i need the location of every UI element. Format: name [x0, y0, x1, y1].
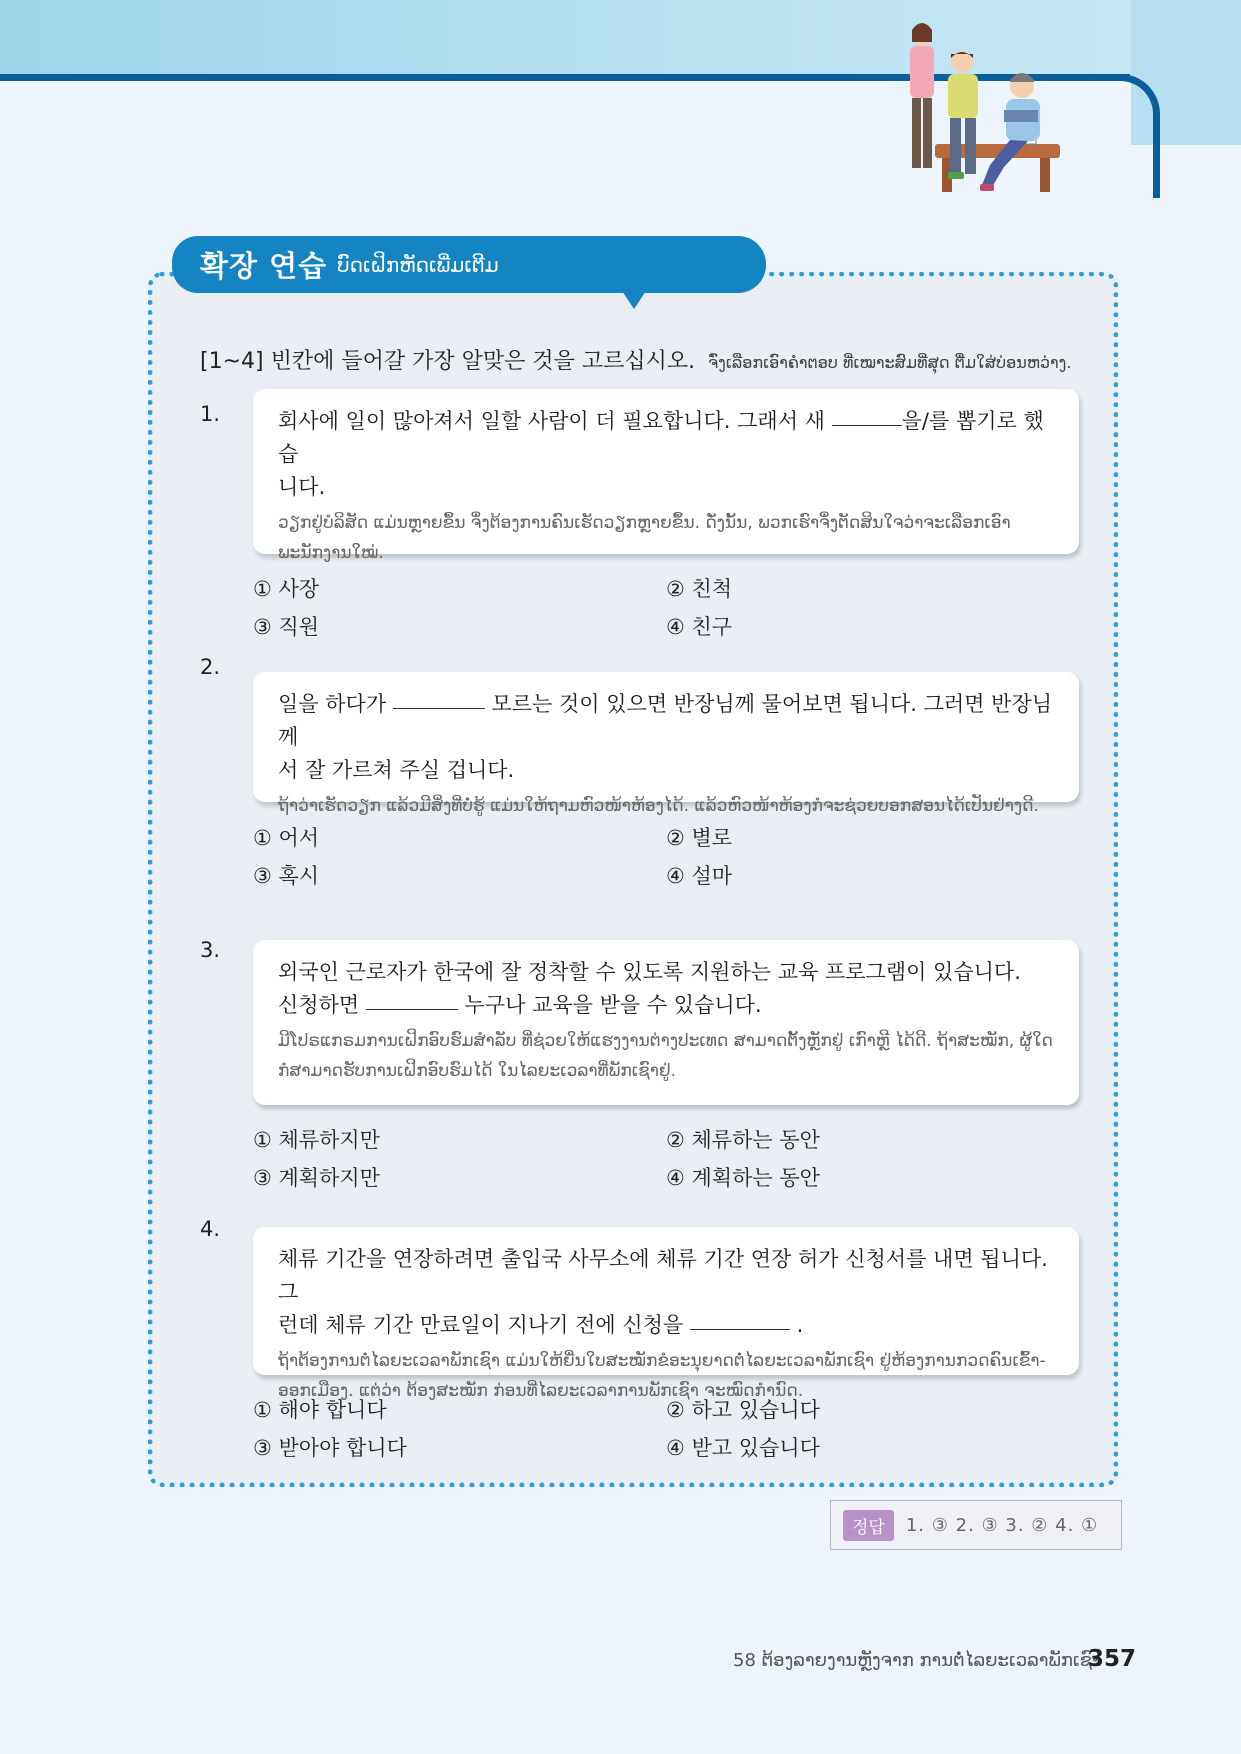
instruction-korean: [1~4] 빈칸에 들어갈 가장 알맞은 것을 고르십시오.: [200, 349, 696, 374]
question-4-text-c: .: [796, 1313, 804, 1337]
instruction-lao: ຈົ່ງເລືອກເອົາຄຳຕອບ ທີ່ເໝາະສົມທີ່ສຸດ ຕື່ມໃສ່ບ່ອນຫວ່າງ.: [708, 353, 1072, 372]
question-4-option-3[interactable]: ③ 받아야 합니다: [253, 1436, 407, 1460]
question-2-option-4[interactable]: ④ 설마: [666, 864, 733, 888]
question-3-number: 3.: [200, 938, 221, 962]
question-4-option-1[interactable]: ① 해야 합니다: [253, 1398, 387, 1422]
question-2-text-c: 서 잘 가르쳐 주실 겁니다.: [278, 758, 515, 782]
question-3-text-a: 외국인 근로자가 한국에 잘 정착할 수 있도록 지원하는 교육 프로그램이 있습니다.: [278, 960, 1021, 984]
question-3-option-2[interactable]: ② 체류하는 동안: [666, 1128, 820, 1152]
question-2-text-a: 일을 하다가: [278, 692, 387, 716]
question-2-option-1[interactable]: ① 어서: [253, 826, 320, 850]
question-3-korean: [278, 956, 1053, 1022]
instruction: [200, 344, 1071, 375]
question-4-korean: [278, 1243, 1053, 1342]
tab-pointer: [622, 291, 646, 309]
question-1-blank: [832, 424, 902, 426]
question-2-option-2[interactable]: ② 별로: [666, 826, 733, 850]
question-2-lao: ຖ້າວ່າເຮັດວຽກ ແລ້ວມີສິ່ງທີ່ບໍ່ຮູ້ ແມ່ນໃຫ້ຖາມຫົວໜ້າຫ້ອງໄດ້. ແລ້ວຫົວໜ້າຫ້ອງກໍຈະຊ່ວຍບອກສອນໄດ້ເປັນຢ່າງດີ.: [278, 796, 1039, 816]
question-4-text-a: 체류 기간을 연장하려면 출입국 사무소에 체류 기간 연장 허가 신청서를 내면 됩니다. 그: [278, 1247, 1048, 1304]
question-4-text-b: 런데 체류 기간 만료일이 지나기 전에 신청을: [278, 1313, 684, 1337]
question-3-option-4[interactable]: ④ 계획하는 동안: [666, 1166, 820, 1190]
question-1-lao: ວຽກຢູ່ບໍລິສັດ ແມ່ນຫຼາຍຂຶ້ນ ຈຶ່ງຕ້ອງການຄົນເຮັດວຽກຫຼາຍຂຶ້ນ. ດັ່ງນັ້ນ, ພວກເຮົາຈຶ່ງຕັດສິນໃຈວ່າຈະເລືອກເອົາພະນັກງານໃໝ່.: [278, 513, 1011, 563]
section-title: 확장 연습: [200, 249, 328, 283]
question-1-card: [253, 389, 1079, 563]
question-3-blank: [366, 1008, 458, 1010]
section-header-tab: [172, 236, 766, 293]
chapter-footer: 58 ຕ້ອງລາຍງານຫຼັງຈາກ ການຕໍ່ໄລຍະເວລາພັກເຊົາ: [733, 1650, 1102, 1671]
question-1-text-c: 니다.: [278, 475, 326, 499]
question-2-blank: [393, 707, 485, 709]
page-number: 357: [1088, 1646, 1137, 1672]
question-3-text-b: 신청하면: [278, 993, 360, 1017]
question-2-card: [253, 672, 1079, 816]
question-3-card: [253, 940, 1079, 1105]
question-4-blank: [690, 1328, 790, 1330]
question-4-card: [253, 1227, 1079, 1401]
question-4-lao: ຖ້າຕ້ອງການຕໍ່ໄລຍະເວລາພັກເຊົາ ແມ່ນໃຫ້ຍື່ນໃບສະໝັກຂໍອະນຸຍາດຕໍ່ໄລຍະເວລາພັກເຊົາ ຢູ່ຫ້ອງການກວດຄົນເຂົ້າ-ອອກເມືອງ. ແຕ່ວ່າ ຕ້ອງສະໝັກ ກ່ອນທີ່ໄລຍະເວລາການພັກເຊົາ ຈະໝົດກຳນົດ.: [278, 1351, 1046, 1401]
question-2-text-b: 모르는 것이 있으면 반장님께 물어보면 됩니다. 그러면 반장님께: [278, 692, 1053, 749]
question-1-number: 1.: [200, 402, 221, 426]
answer-key-text: 1. ③ 2. ③ 3. ② 4. ①: [905, 1514, 1099, 1536]
question-1-option-1[interactable]: ① 사장: [253, 577, 320, 601]
question-4-option-2[interactable]: ② 하고 있습니다: [666, 1398, 820, 1422]
question-2-korean: [278, 688, 1053, 787]
question-1-text-b: 을/를 뽑기로 했습: [278, 409, 1044, 466]
question-2-option-3[interactable]: ③ 혹시: [253, 864, 320, 888]
question-3-option-1[interactable]: ① 체류하지만: [253, 1128, 380, 1152]
top-rule-drop: [1153, 120, 1160, 198]
question-3-lao: ມີໂປຣແກຣມການເຝິກອົບຮົມສຳລັບ ທີ່ຊ່ວຍໃຫ້ແຮງງານຕ່າງປະເທດ ສາມາດຕັ້ງຫຼັກຢູ່ ເກົາຫຼີ ໄດ້ດີ. ຖ້າສະໝັກ, ຜູ້ໃດກໍສາມາດຮັບການເຝິກອົບຮົມໄດ້ ໃນໄລຍະເວລາທີ່ພັກເຊົາຢູ່.: [278, 1031, 1053, 1081]
answer-key-badge: 정답: [843, 1510, 894, 1541]
people-chatting-illustration: [900, 14, 1070, 204]
question-1-option-4[interactable]: ④ 친구: [666, 615, 733, 639]
section-subtitle: ບົດເຝິກຫັດເພີ່ມເຕີມ: [337, 252, 499, 277]
question-4-option-4[interactable]: ④ 받고 있습니다: [666, 1436, 820, 1460]
question-1-text-a: 회사에 일이 많아져서 일할 사람이 더 필요합니다. 그래서 새: [278, 409, 825, 433]
question-1-option-2[interactable]: ② 친척: [666, 577, 733, 601]
answer-key: [830, 1500, 1122, 1550]
question-3-option-3[interactable]: ③ 계획하지만: [253, 1166, 380, 1190]
question-4-number: 4.: [200, 1217, 221, 1241]
question-3-text-c: 누구나 교육을 받을 수 있습니다.: [464, 993, 762, 1017]
question-1-option-3[interactable]: ③ 직원: [253, 615, 320, 639]
question-2-number: 2.: [200, 655, 221, 679]
question-1-korean: [278, 405, 1053, 504]
